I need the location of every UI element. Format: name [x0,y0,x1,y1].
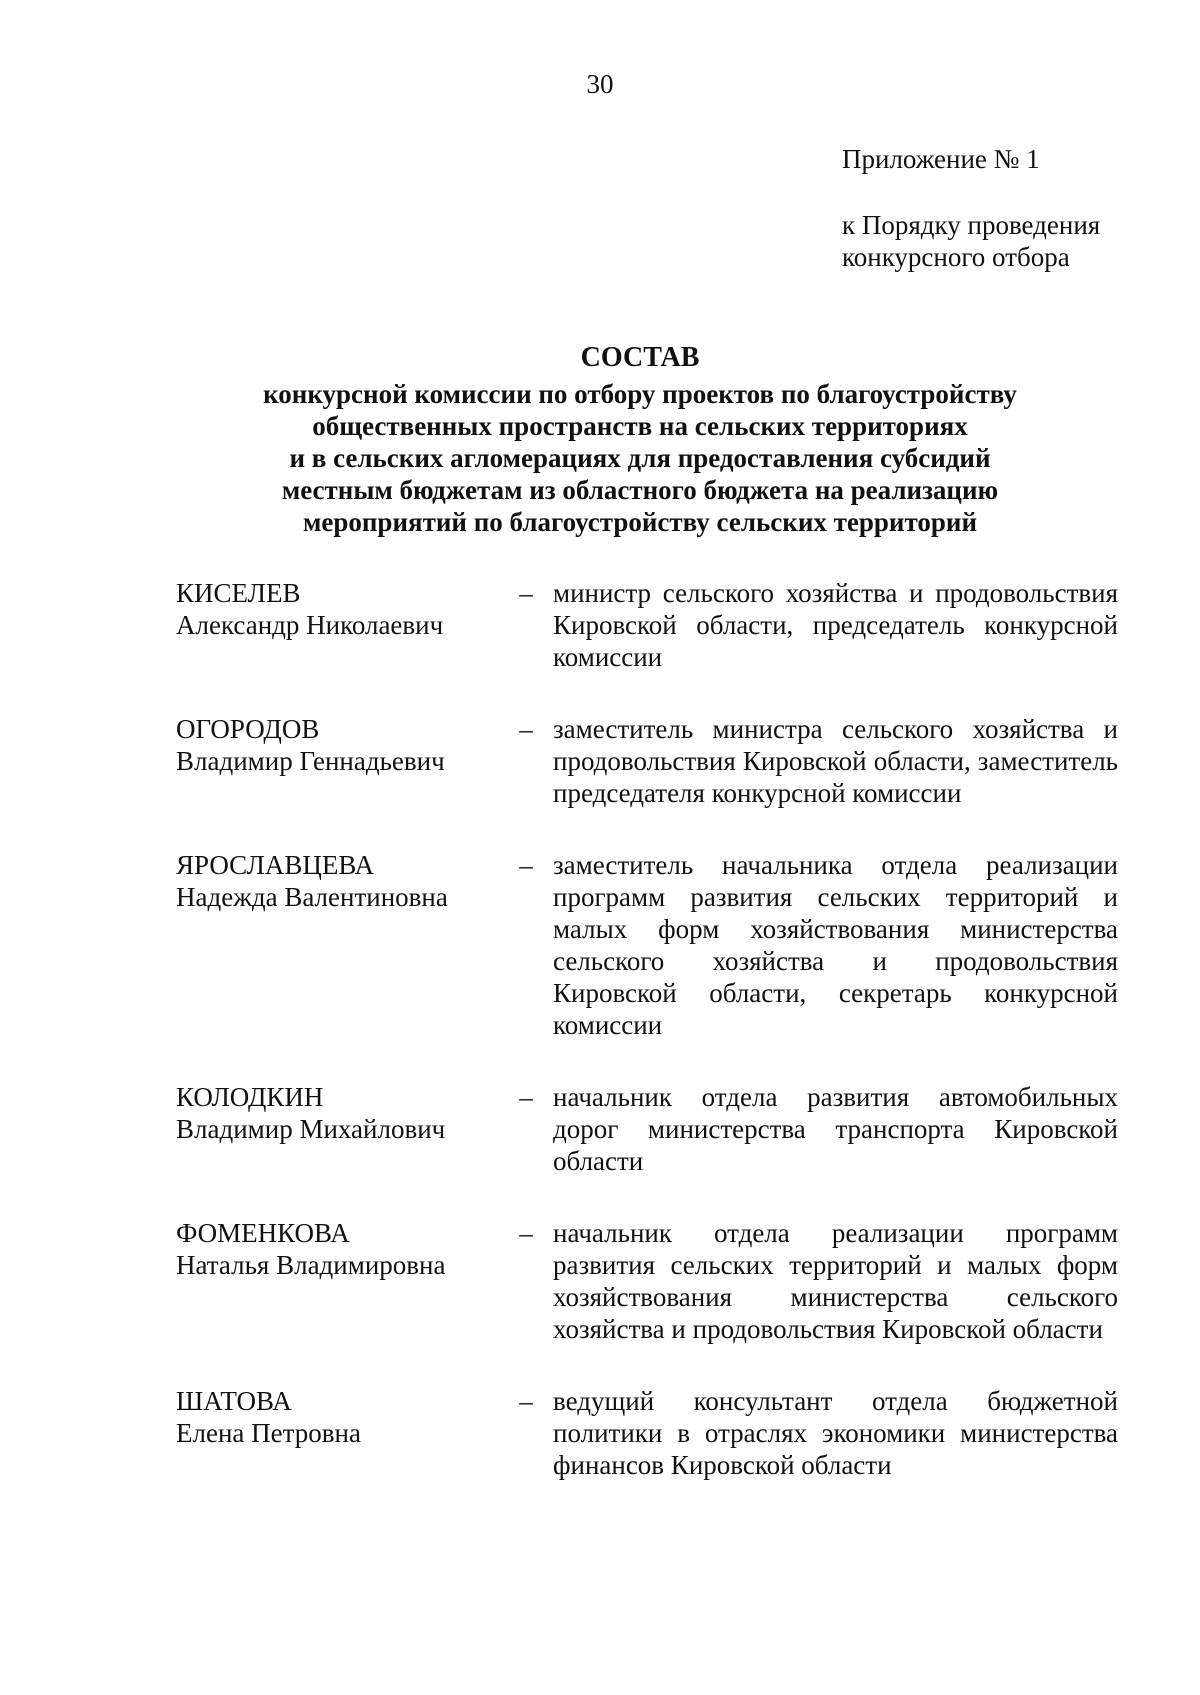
member-dash: – [519,850,533,880]
member-surname: ОГОРОДОВ [176,714,320,744]
member-surname: ШАТОВА [176,1386,292,1416]
member-dash: – [519,1386,533,1416]
member-role: начальник отдела реализации программ развития сельских территорий и малых форм хозяйствования министерства сельского хозяйства и продовольствия Кировской области [553,1218,1118,1344]
title-line: общественных пространств на сельских территориях [312,411,968,441]
member-name [176,1081,506,1145]
document-title [150,342,1130,538]
member-surname: КИСЕЛЕВ [176,578,301,608]
member-given-names: Елена Петровна [176,1418,361,1448]
title-line: мероприятий по благоустройству сельских территорий [302,507,977,537]
member-entry [176,577,1118,673]
title-line: местным бюджетам из областного бюджета на реализацию [281,475,999,505]
member-name [176,1385,506,1449]
member-role: ведущий консультант отдела бюджетной политики в отраслях экономики министерства финансов Кировской области [553,1386,1118,1480]
title-heading: СОСТАВ [580,342,700,373]
member-given-names: Надежда Валентиновна [176,882,448,912]
member-name [176,849,506,913]
member-given-names: Владимир Геннадьевич [176,746,445,776]
member-name [176,577,506,641]
appendix-reference-line: к Порядку проведения [842,210,1101,240]
member-dash: – [519,714,533,744]
member-entry [176,713,1118,809]
member-entry [176,849,1118,1041]
member-entry [176,1385,1118,1481]
title-line: и в сельских агломерациях для предоставления субсидий [289,443,991,473]
member-role: начальник отдела развития автомобильных дорог министерства транспорта Кировской области [553,1082,1118,1176]
member-dash: – [519,578,533,608]
member-name [176,713,506,777]
member-name [176,1217,506,1281]
appendix-reference [842,209,1100,273]
member-role: заместитель начальника отдела реализации программ развития сельских территорий и малых форм хозяйствования министерства сельского хозяйства и продовольствия Кировской области, секретарь конкурсной комиссии [553,850,1118,1040]
appendix-label: Приложение № 1 [842,144,1040,174]
member-dash: – [519,1082,533,1112]
member-role: заместитель министра сельского хозяйства и продовольствия Кировской области, заместитель председателя конкурсной комиссии [553,714,1118,808]
appendix-reference-line: конкурсного отбора [842,242,1070,272]
member-surname: КОЛОДКИН [176,1082,324,1112]
title-line: конкурсной комиссии по отбору проектов по благоустройству [263,379,1017,409]
member-entry [176,1217,1118,1345]
page-number: 30 [586,69,614,99]
member-entry [176,1081,1118,1177]
member-given-names: Александр Николаевич [176,610,444,640]
member-surname: ЯРОСЛАВЦЕВА [176,850,375,880]
member-surname: ФОМЕНКОВА [176,1218,350,1248]
member-given-names: Наталья Владимировна [176,1250,446,1280]
member-dash: – [519,1218,533,1248]
commission-members-list [176,577,1118,1481]
member-role: министр сельского хозяйства и продовольствия Кировской области, председатель конкурсной комиссии [553,578,1118,672]
member-given-names: Владимир Михайлович [176,1114,446,1144]
